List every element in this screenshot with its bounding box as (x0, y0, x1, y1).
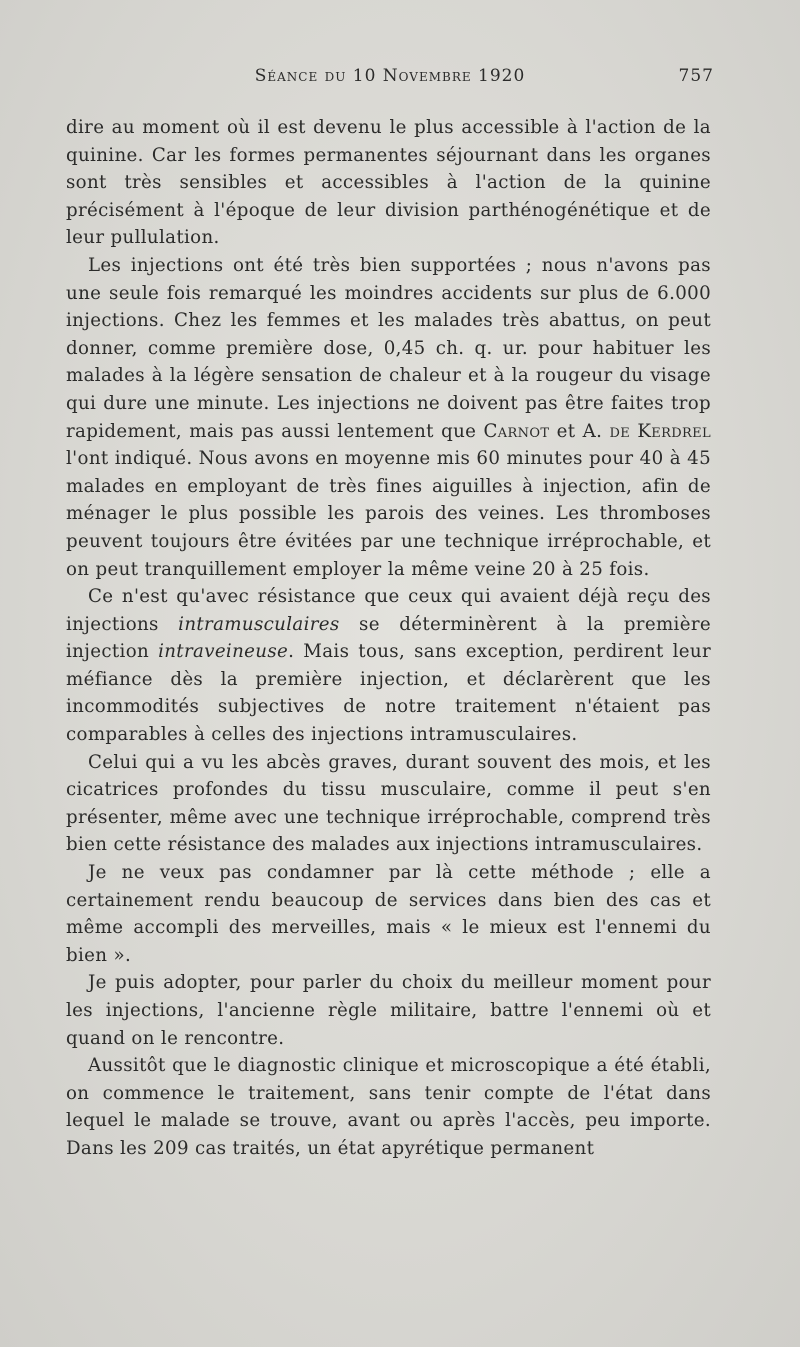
text-run: Aussitôt que le diagnostic clinique et microscopique a été établi, on commence le traitement, sans tenir compte de l'état dans lequel le malade se trouve, avant ou après l'accès, peu importe. Dans les 209 cas traités, un état apyrétique permanent (66, 1055, 711, 1159)
italic-term: intramusculaires (178, 613, 340, 635)
paragraph-6 (66, 969, 711, 1052)
text-run: Ce n'est qu'avec résistance que ceux qui avaient déjà reçu des injections (66, 586, 711, 635)
page-header (66, 66, 714, 90)
text-run: l'ont indiqué. Nous avons en moyenne mis 60 minutes pour 40 à 45 malades en employant de très fines aiguilles à injection, afin de ménager le plus possible les parois des veines. Les thromboses peuvent toujours être évitées par une technique irréprochable, et on peut tranquillement employer la même veine 20 à 25 fois. (66, 448, 711, 580)
author-name-carnot: Carnot (483, 420, 550, 442)
page-number: 757 (678, 66, 714, 86)
text-run: se déterminèrent à la première injection (66, 613, 711, 663)
paragraph-3 (66, 583, 711, 749)
paragraph-4 (66, 749, 711, 859)
text-run: dire au moment où il est devenu le plus accessible à l'action de la quinine. Car les formes permanentes séjournant dans les organes sont très sensibles et accessibles à l'action de la quinine précisément à l'époque de leur division parthénogénétique et de leur pullulation. (66, 117, 711, 249)
running-head: Séance du 10 Novembre 1920 (254, 66, 526, 86)
paragraph-2 (66, 252, 711, 583)
text-run: Je puis adopter, pour parler du choix du meilleur moment pour les injections, l'ancienne règle militaire, battre l'ennemi où et quand on le rencontre. (66, 972, 711, 1049)
paragraph-5 (66, 859, 711, 969)
text-run: Les injections ont été très bien supportées ; nous n'avons pas une seule fois remarqué les moindres accidents sur plus de 6.000 injections. Chez les femmes et les malades très abattus, on peut donner, comme première dose, 0,45 ch. q. ur. pour habituer les malades à la légère sensation de chaleur et à la rougeur du visage qui dure une minute. Les injections ne doivent pas être faites trop rapidement, mais pas aussi lentement que (66, 254, 711, 442)
text-run: Je ne veux pas condamner par là cette méthode ; elle a certainement rendu beaucoup de services dans bien des cas et même accompli des merveilles, mais « le mieux est l'ennemi du bien ». (66, 862, 711, 966)
body-text (66, 114, 711, 1163)
text-run: et A. (549, 420, 610, 442)
paragraph-7 (66, 1052, 711, 1162)
author-name-kerdrel: de Kerdrel (609, 420, 711, 442)
text-run: Celui qui a vu les abcès graves, durant souvent des mois, et les cicatrices profondes du tissu musculaire, comme il peut s'en présenter, même avec une technique irréprochable, comprend très bien cette résistance des malades aux injections intramusculaires. (66, 751, 711, 856)
text-run: . Mais tous, sans exception, perdirent leur méfiance dès la première injection, et déclarèrent que les incommodités subjectives de notre traitement n'étaient pas comparables à celles des injections intramusculaires. (66, 641, 711, 746)
paragraph-1 (66, 114, 711, 252)
italic-term: intraveineuse (158, 641, 289, 663)
